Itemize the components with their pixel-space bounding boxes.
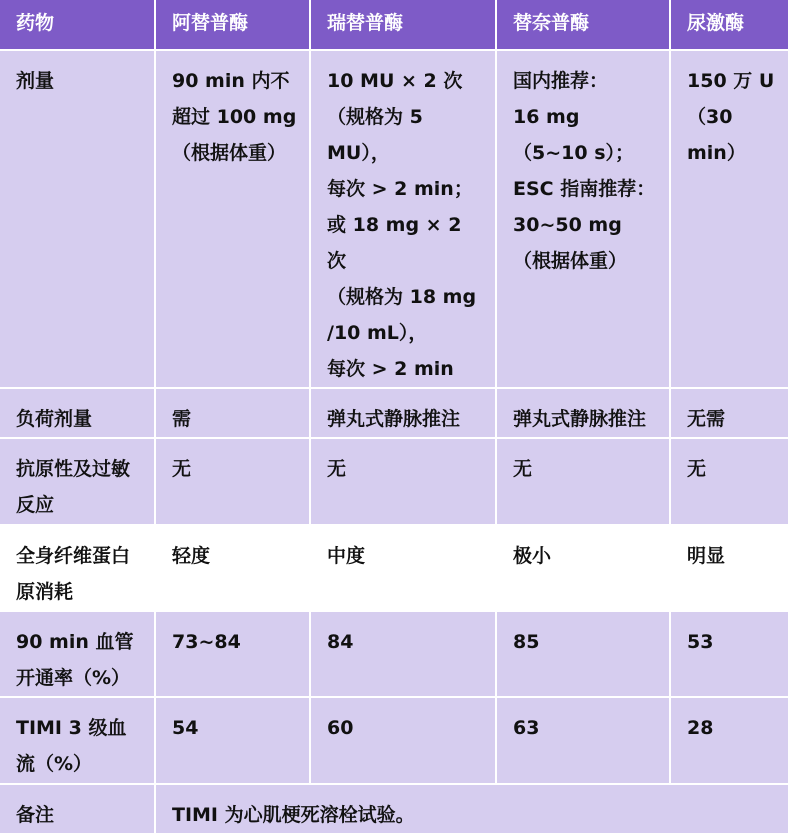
header-cell: 替奈普酶: [496, 0, 670, 50]
table-cell: 10 MU × 2 次 （规格为 5 MU）， 每次 > 2 min； 或 18 mg × 2 次 （规格为 18 mg /10 mL）， 每次 > 2 min: [310, 50, 496, 388]
table-cell: 54: [155, 697, 310, 784]
table-cell: 84: [310, 611, 496, 697]
table-row-fibrinogen: [0, 525, 789, 611]
table-cell: 无: [496, 438, 670, 525]
header-cell: 尿激酶: [670, 0, 789, 50]
table-cell: 60: [310, 697, 496, 784]
table-cell: 国内推荐： 16 mg （5~10 s）； ESC 指南推荐： 30~50 mg （根据体重）: [496, 50, 670, 388]
row-label: 备注: [0, 784, 155, 834]
table-cell: 弹丸式静脉推注: [310, 388, 496, 438]
table-cell: 明显: [670, 525, 789, 611]
header-cell: 瑞替普酶: [310, 0, 496, 50]
table-cell: 85: [496, 611, 670, 697]
header-cell: 阿替普酶: [155, 0, 310, 50]
table-cell: 53: [670, 611, 789, 697]
table-row-note: [0, 784, 789, 834]
table-cell: 无: [670, 438, 789, 525]
table-cell: 63: [496, 697, 670, 784]
row-label: 剂量: [0, 50, 155, 388]
row-label: 90 min 血管 开通率（%）: [0, 611, 155, 697]
table-cell: 极小: [496, 525, 670, 611]
table-row-loading-dose: [0, 388, 789, 438]
table-cell: 73~84: [155, 611, 310, 697]
table-cell: 轻度: [155, 525, 310, 611]
table-cell: 需: [155, 388, 310, 438]
table-header-row: [0, 0, 789, 50]
table-row-antigenicity: [0, 438, 789, 525]
table-cell: 150 万 U （30 min）: [670, 50, 789, 388]
table-row-timi3: [0, 697, 789, 784]
row-label: 全身纤维蛋白 原消耗: [0, 525, 155, 611]
row-label: TIMI 3 级血 流（%）: [0, 697, 155, 784]
table-cell: 无: [310, 438, 496, 525]
table-row-dose: [0, 50, 789, 388]
table-cell: 28: [670, 697, 789, 784]
note-text: TIMI 为心肌梗死溶栓试验。: [155, 784, 789, 834]
table-cell: 无需: [670, 388, 789, 438]
table-row-patency: [0, 611, 789, 697]
row-label: 抗原性及过敏 反应: [0, 438, 155, 525]
table-cell: 90 min 内不 超过 100 mg （根据体重）: [155, 50, 310, 388]
header-cell: 药物: [0, 0, 155, 50]
table-cell: 中度: [310, 525, 496, 611]
table-cell: 无: [155, 438, 310, 525]
row-label: 负荷剂量: [0, 388, 155, 438]
table-cell: 弹丸式静脉推注: [496, 388, 670, 438]
